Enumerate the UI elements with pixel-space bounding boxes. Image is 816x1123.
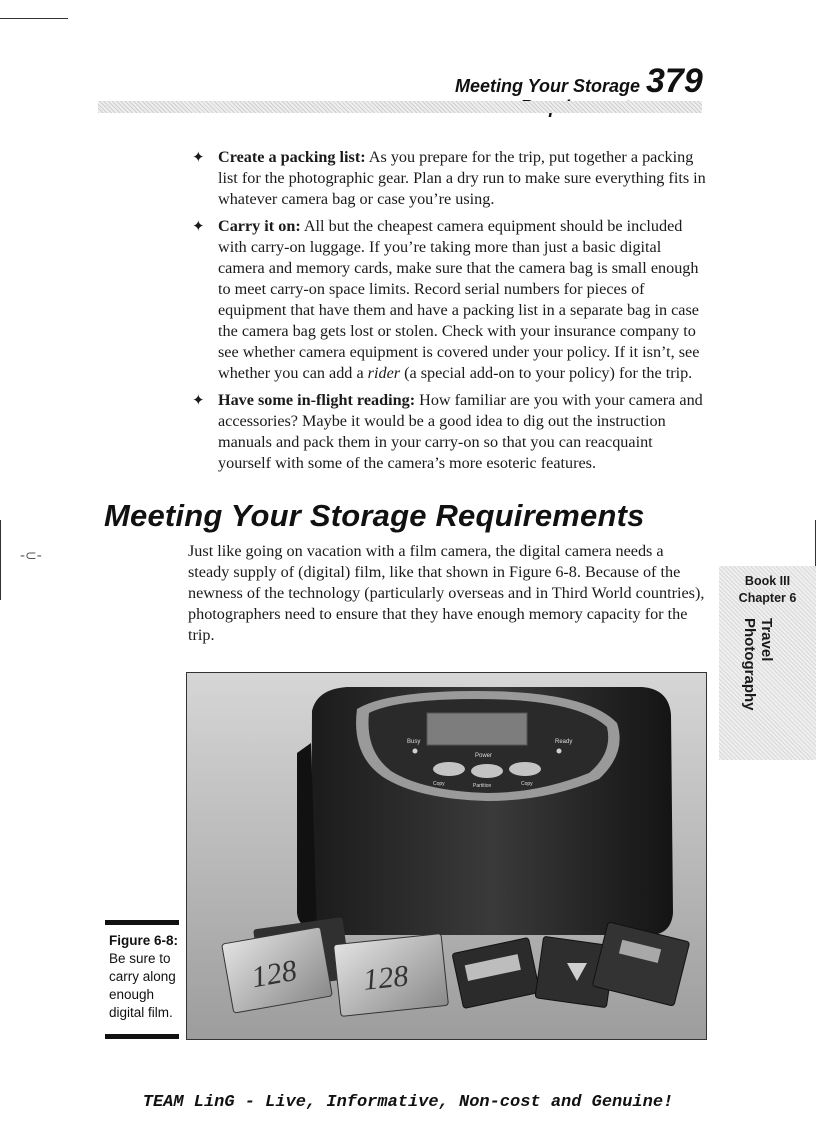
caption-rule-top	[105, 920, 179, 925]
copy-label: Copy	[433, 781, 445, 787]
running-title: Meeting Your Storage	[454, 76, 640, 96]
bullet-text: (a special add-on to your policy) for the trip.	[400, 364, 693, 382]
bullet-text: How familiar are you with your camera and accessories? Maybe it would be a good idea to dig out the instruction manuals and pack them in your carry-on so that you can reacquaint yourself with some of the camera’s more esoteric features.	[218, 391, 703, 472]
bullet-item	[188, 390, 708, 474]
body-paragraph: Just like going on vacation with a film camera, the digital camera needs a steady supply of (digital) film, like that shown in Figure 6-8. Because of the newness of the technology (particularly overseas and in Third World countries), photographers need to ensure that they have enough memory capacity for the trip.	[188, 542, 705, 644]
bullet-diamond-icon: ✦	[192, 391, 205, 409]
caption-rule-bottom	[105, 1034, 179, 1039]
busy-led	[413, 749, 418, 754]
copy2-button[interactable]	[509, 762, 541, 776]
corner-mark	[0, 18, 68, 19]
figure-label: Figure 6-8:	[109, 933, 179, 948]
memory-storage-photo	[187, 673, 706, 1039]
footer-text: TEAM LinG - Live, Informative, Non-cost and Genuine!	[142, 1093, 674, 1112]
bullet-text: As you prepare for the trip, put together a packing list for the photographic gear. Plan a dry run to make sure everything fits in whatever camera bag or case you’re using.	[218, 148, 706, 208]
bullet-text: All but the cheapest camera equipment should be included with carry-on luggage. If you’re taking more than just a basic digital camera and memory cards, make sure that the camera bag is small enough to meet carry-on space limits. Record serial numbers for pieces of equipment that have them and have a packing list in a separate bag in case the camera bag gets lost or stolen. Check with your insurance company to see whether camera equipment is covered under your policy. If it isn’t, see whether you can add a	[218, 217, 700, 382]
bullet-lead: Create a packing list:	[218, 148, 366, 166]
bullet-diamond-icon: ✦	[192, 148, 205, 166]
side-tab-chapter: Chapter 6	[738, 591, 797, 605]
registration-mark: -⊂-	[20, 548, 42, 564]
figure-caption-text: Be sure to carry along enough digital film.	[109, 951, 176, 1020]
bullet-diamond-icon: ✦	[192, 217, 205, 235]
copy2-label: Copy	[521, 781, 533, 787]
lcd-display	[427, 713, 527, 745]
power-label: Power	[475, 753, 493, 759]
bullet-item	[188, 147, 708, 210]
bullet-item	[188, 216, 708, 384]
bullet-term: rider	[367, 364, 401, 382]
card-capacity-label: 128	[249, 953, 300, 995]
section-heading: Meeting Your Storage Requirements	[104, 498, 645, 533]
partition-label: Partition	[473, 783, 492, 789]
header-rule	[98, 101, 702, 113]
side-tab-label	[719, 573, 816, 607]
figure-6-8-photo	[186, 672, 707, 1040]
ready-label: Ready	[555, 739, 573, 745]
bullet-lead: Have some in-flight reading:	[218, 391, 416, 409]
figure-caption	[109, 932, 181, 1022]
page-number: 379	[646, 62, 703, 100]
crop-mark-left	[0, 520, 1, 600]
busy-label: Busy	[407, 739, 421, 745]
bullet-lead: Carry it on:	[218, 217, 301, 235]
partition-button[interactable]	[471, 764, 503, 778]
copy-button[interactable]	[433, 762, 465, 776]
side-tab-book: Book III	[744, 574, 791, 588]
ready-led	[557, 749, 562, 754]
side-tab-title: Travel Photography	[741, 618, 775, 711]
card-capacity-label: 128	[361, 959, 410, 997]
bullet-list	[188, 147, 708, 480]
